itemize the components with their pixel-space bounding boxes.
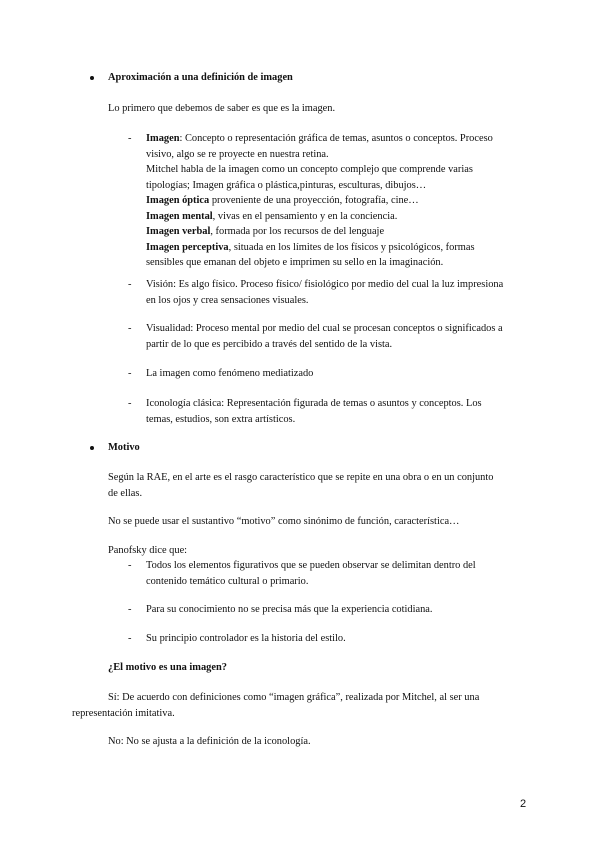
- answer-yes-paragraph: Sí: De acuerdo con definiciones como “imagen gráfica”, realizada por Mitchel, al ser una representación imitativa.: [72, 692, 480, 719]
- list-item-visualidad: [146, 321, 503, 352]
- dash-marker: -: [128, 633, 132, 644]
- list-line: temas, estudios, son extra artísticos.: [146, 413, 296, 425]
- page-number: 2: [520, 798, 527, 810]
- list-item-fenomeno: [146, 366, 313, 382]
- dash-marker: -: [128, 604, 132, 615]
- rae-paragraph: Según la RAE, en el arte es el rasgo característico que se repite en una obra o en un conjunto de ellas.: [108, 472, 494, 499]
- list-line: Visualidad: Proceso mental por medio del cual se procesan conceptos o significados a: [146, 323, 503, 334]
- dash-marker: -: [128, 368, 132, 379]
- dash-marker: -: [128, 133, 132, 144]
- list-line: Todos los elementos figurativos que se pueden observar se delimitan dentro del: [146, 560, 476, 571]
- list-line: en los ojos y crea sensaciones visuales.: [146, 294, 309, 306]
- list-item-panofsky-3: Su principio controlador es la historia del estilo.: [146, 633, 346, 644]
- list-line: visivo, algo se re proyecte en nuestra retina.: [146, 148, 329, 160]
- list-line: Imagen verbal, formada por los recursos de del lenguaje: [146, 226, 385, 237]
- answer-no-paragraph: No: No se ajusta a la definición de la iconología.: [108, 736, 311, 747]
- list-item-panofsky-1: [146, 558, 476, 589]
- list-line: Iconología clásica: Representación figurada de temas o asuntos y conceptos. Los: [146, 398, 482, 409]
- question-heading: ¿El motivo es una imagen?: [108, 662, 227, 673]
- section-heading-motivo: Motivo: [108, 442, 140, 453]
- dash-marker: -: [128, 560, 132, 571]
- list-line: contenido temático cultural o primario.: [146, 575, 309, 587]
- list-line: Mitchel habla de la imagen como un concepto complejo que comprende varias: [146, 164, 473, 175]
- dash-marker: -: [128, 323, 132, 334]
- section-heading-imagen: Aproximación a una definición de imagen: [108, 72, 293, 83]
- list-line: La imagen como fenómeno mediatizado: [146, 368, 314, 379]
- dash-marker: -: [128, 279, 132, 290]
- list-item-iconologia: [146, 396, 482, 427]
- sustantivo-paragraph: No se puede usar el sustantivo “motivo” como sinónimo de función, característica…: [108, 516, 460, 527]
- bullet-icon: [90, 446, 94, 450]
- intro-paragraph: Lo primero que debemos de saber es que es la imagen.: [108, 103, 336, 114]
- list-item-vision: [146, 277, 503, 308]
- list-item-panofsky-2: Para su conocimiento no se precisa más que la experiencia cotidiana.: [146, 604, 433, 615]
- list-item-imagen: [146, 131, 493, 271]
- list-line: Imagen mental, vivas en el pensamiento y en la conciencia.: [146, 210, 398, 222]
- list-line: Imagen perceptiva, situada en los límites de los físicos y psicológicos, formas: [146, 241, 475, 253]
- list-line: sensibles que emanan del objeto e imprimen su sello en la imaginación.: [146, 257, 444, 268]
- list-line: Visión: Es algo físico. Proceso físico/ fisiológico por medio del cual la luz impresiona: [146, 279, 504, 290]
- list-line: Imagen: Concepto o representación gráfica de temas, asuntos o conceptos. Proceso: [146, 133, 493, 144]
- panofsky-intro: Panofsky dice que:: [108, 545, 188, 556]
- list-line: Imagen óptica proveniente de una proyección, fotografía, cine…: [146, 195, 419, 206]
- dash-marker: -: [128, 398, 132, 409]
- bullet-icon: [90, 76, 94, 80]
- list-line: tipologías; Imagen gráfica o plástica,pinturas, esculturas, dibujos…: [146, 179, 427, 191]
- list-line: partir de lo que es percibido a través del sentido de la vista.: [146, 338, 393, 350]
